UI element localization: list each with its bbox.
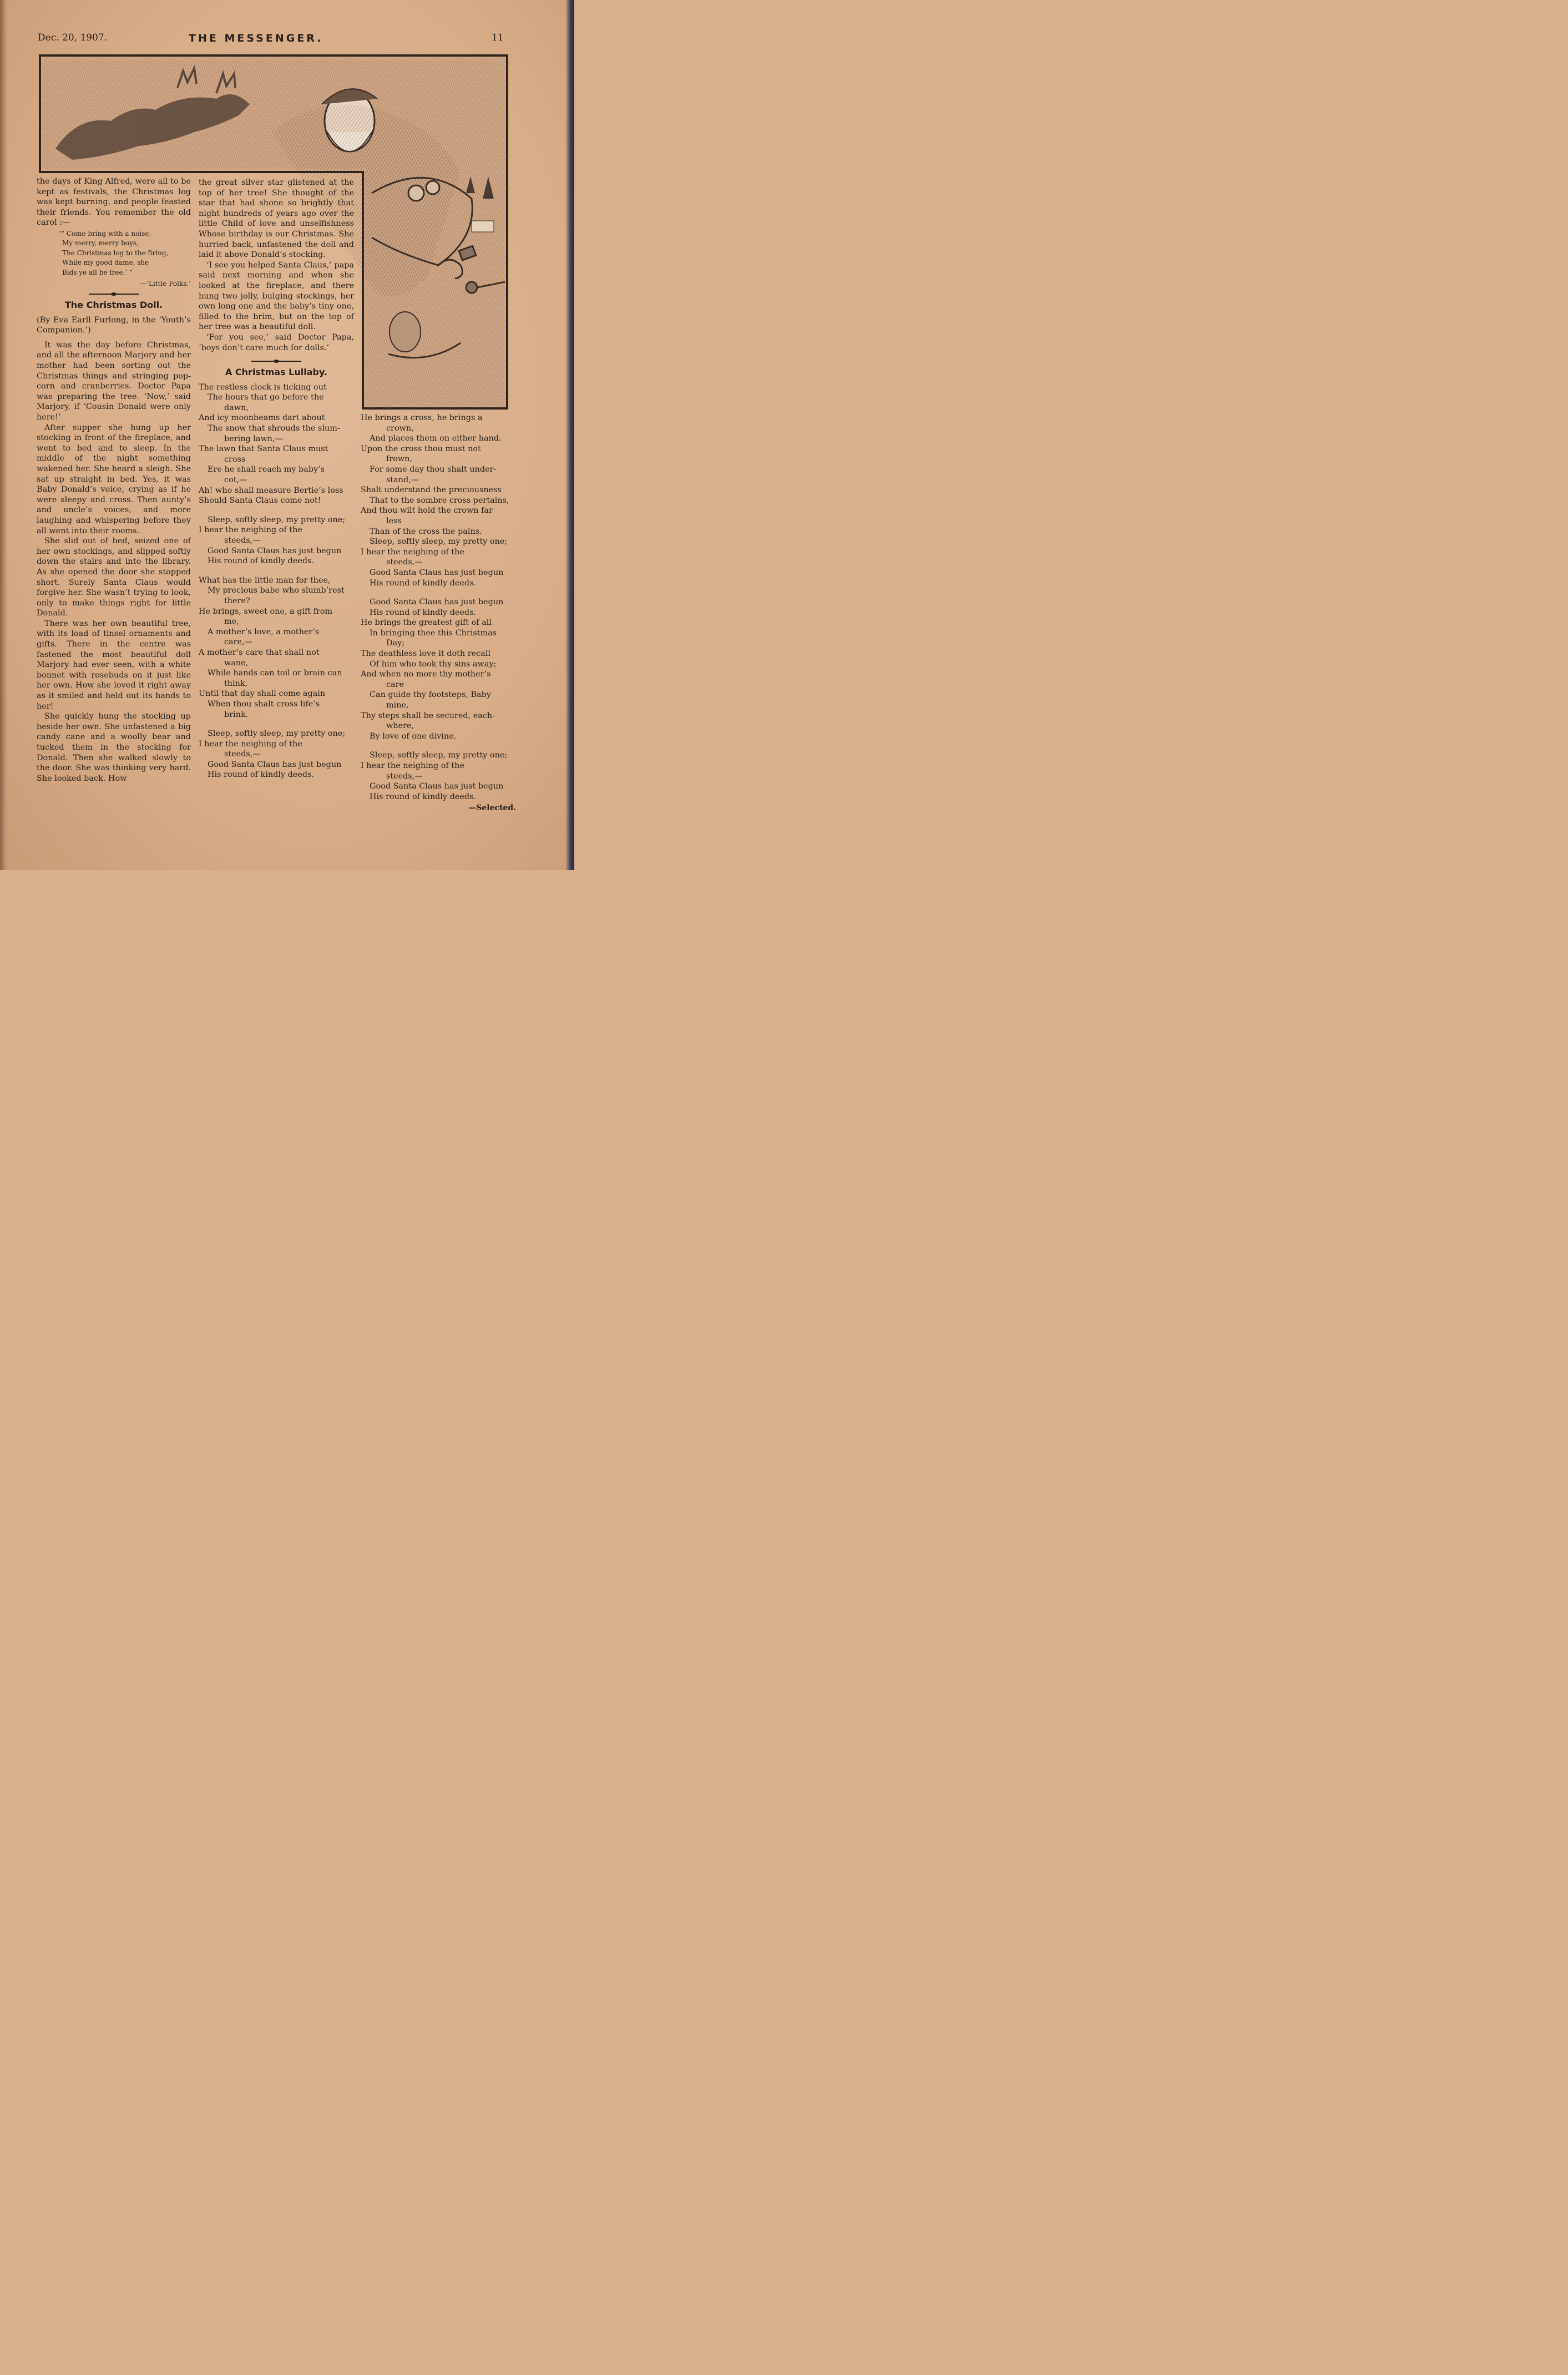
poem-line: less — [386, 516, 402, 525]
poem-line: Than of the cross the pains. — [370, 527, 482, 536]
section-divider — [251, 361, 301, 362]
column-1 — [37, 176, 191, 784]
poem-line: Good Santa Claus has just begun — [370, 598, 504, 607]
stanza-break — [199, 720, 354, 729]
poem-line: there? — [224, 596, 250, 605]
poem-line: care — [386, 680, 404, 689]
poem-line: Sleep, softly sleep, my pretty one; — [208, 515, 346, 524]
poem-line: He brings the greatest gift of all — [361, 618, 492, 628]
poem-line: Good Santa Claus has just begun — [370, 782, 504, 791]
poem-line: What has the little man for thee, — [199, 575, 331, 585]
poem-line: cot,— — [224, 476, 247, 485]
poem-line: By love of one divine. — [370, 731, 457, 741]
poem-line: And icy moonbeams dart about — [199, 413, 325, 423]
poem-line: steeds,— — [386, 558, 423, 567]
poem-line: steeds,— — [224, 536, 261, 545]
poem-line: dawn, — [224, 403, 249, 412]
poem-line: Good Santa Claus has just begun — [370, 568, 504, 577]
opening-paragraph: the days of King Alfred, were all to be kept as festivals, the Christmas log was kept burning, and people feasted their friends. You remember the old carol :— — [37, 177, 191, 228]
story-paragraph: ‘For you see,’ said Doctor Papa, ‘boys don’t care much for dolls.’ — [199, 332, 354, 352]
poem-line: His round of kindly deeds. — [370, 792, 477, 801]
poem-line: His round of kindly deeds. — [208, 770, 315, 780]
poem-line: My precious babe who slumb’rest — [208, 586, 345, 595]
poem-line: His round of kindly deeds. — [208, 557, 315, 566]
poem-line: I hear the neighing of the — [199, 525, 302, 535]
poem-line: Can guide thy footsteps, Baby — [370, 690, 491, 700]
poem-line: bering lawn,— — [224, 434, 283, 443]
stanza-break — [199, 506, 354, 515]
poem-line: Ere he shall reach my baby’s — [208, 465, 325, 474]
poem-line: His round of kindly deeds. — [370, 578, 477, 588]
poem-line: The lawn that Santa Claus must — [199, 444, 328, 454]
carol-source: —‘Little Folks.’ — [140, 280, 191, 288]
stanza-break — [199, 567, 354, 575]
poem-line: A mother’s care that shall not — [199, 648, 320, 657]
poem-line: And places them on either hand. — [370, 434, 502, 443]
poem-line: think, — [224, 679, 248, 688]
stanza-break — [361, 741, 516, 750]
story-paragraph: She quickly hung the stocking up beside her own. She unfastened a big candy cane and a woolly bear and tucked them in the stocking for Donald. Then she walked slowly to the door. She was thinking very hard. She looked back. How — [37, 712, 191, 783]
story-paragraph: ‘I see you helped Santa Claus,’ papa said next morning and when she looked at the fireplace, and there hung two jolly, bulging stockings, her own long one and the baby’s tiny one, filled to the brim, but on the top of her tree was a beautiful doll. — [199, 260, 354, 332]
poem-line: A mother’s love, a mother’s — [208, 627, 320, 636]
poem-line: brink. — [224, 710, 249, 719]
poem-line: Upon the cross thou must not — [361, 444, 481, 453]
story-title: The Christmas Doll. — [64, 300, 163, 311]
lullaby-poem-part-1 — [199, 382, 354, 780]
poem-line: His round of kindly deeds. — [370, 608, 477, 617]
poem-line: Good Santa Claus has just begun — [208, 760, 342, 769]
poem-line: The snow that shrouds the slum- — [208, 424, 340, 433]
poem-line: He brings, sweet one, a gift from — [199, 607, 333, 616]
header-date: Dec. 20, 1907. — [38, 32, 108, 43]
poem-line: In bringing thee this Christmas — [370, 628, 497, 638]
poem-line: stand,— — [386, 475, 419, 484]
poem-line: I hear the neighing of the — [361, 761, 464, 770]
poem-line: cross — [224, 454, 246, 464]
carol-line: My merry, merry boys, — [62, 239, 139, 247]
carol-line: The Christmas log to the firing, — [62, 249, 169, 257]
poem-line: crown, — [386, 423, 414, 433]
poem-line: The restless clock is ticking out — [199, 382, 327, 392]
poem-line: wane, — [224, 658, 249, 668]
poem-line: care,— — [224, 638, 252, 647]
poem-line: I hear the neighing of the — [199, 739, 302, 749]
poem-line: frown, — [386, 454, 413, 464]
poem-line: Good Santa Claus has just begun — [208, 546, 342, 555]
page-number: 11 — [492, 32, 504, 43]
story-paragraph: There was her own beautiful tree, with its load of tinsel ornaments and gifts. There in the centre was fastened the most beautiful doll Marjory had ever seen, with a white bonnet with rosebuds on it just like her own. How she loved it right away as it smiled and held out its hands to her! — [37, 619, 191, 711]
poem-line: And thou wilt hold the crown far — [361, 506, 493, 516]
poem-line: Ah! who shall measure Bertie’s loss — [199, 486, 343, 495]
poem-line: For some day thou shalt under- — [370, 464, 497, 474]
lullaby-poem-part-2 — [361, 413, 516, 802]
poem-line: That to the sombre cross pertains, — [370, 496, 509, 505]
poem-line: me, — [224, 617, 239, 626]
masthead-title: THE MESSENGER. — [189, 32, 323, 44]
story-paragraph: It was the day before Christmas, and all the afternoon Marjory and her mother had been sorting out the Christmas things and stringing pop-corn and cranberries. Doctor Papa was preparing the tree. ‘Now,’ said Marjory, if ‘Cousin Donald were only here!’ — [37, 340, 191, 422]
story-paragraph: She slid out of bed, seized one of her own stockings, and slipped softly down the stairs and into the library. As she opened the door she stopped short. Surely Santa Claus would forgive her. She wasn’t trying to look, only to make things right for little Donald. — [37, 537, 191, 618]
page-spine — [0, 0, 8, 870]
poem-line: The hours that go before the — [208, 393, 324, 402]
poem-line: Of him who took thy sins away; — [370, 659, 497, 669]
poem-line: where, — [386, 721, 414, 731]
poem-line: steeds,— — [224, 750, 261, 759]
carol-verse — [37, 229, 191, 278]
poem-line: Day; — [386, 639, 405, 648]
poem-line: mine, — [386, 701, 409, 710]
poem-line: He brings a cross, he brings a — [361, 413, 483, 422]
poem-line: Sleep, softly sleep, my pretty one; — [208, 729, 346, 739]
poem-line: The deathless love it doth recall — [361, 649, 490, 659]
carol-line: While my good dame, she — [62, 259, 149, 267]
page-edge — [565, 0, 574, 870]
section-divider — [89, 294, 139, 295]
byline: (By Eva Earll Furlong, in the ‘Youth’s Companion.’) — [37, 315, 191, 335]
poem-line: Sleep, softly sleep, my pretty one; — [370, 751, 508, 760]
poem-line: And when no more thy mother’s — [361, 670, 491, 679]
poem-line: Sleep, softly sleep, my pretty one; — [370, 537, 508, 547]
stanza-break — [361, 588, 516, 597]
poem-line: While hands can toil or brain can — [208, 669, 342, 678]
poem-line: When thou shalt cross life’s — [208, 699, 320, 709]
carol-line: Bids ye all be free.’ ” — [62, 268, 133, 276]
poem-line: steeds,— — [386, 771, 423, 781]
poem-line: I hear the neighing of the — [361, 547, 464, 557]
column-2 — [199, 178, 354, 780]
story-paragraph: the great silver star glistened at the top of her tree! She thought of the star that had shone so brightly that night hundreds of years ago over the little Child of love and unselfishness Whose birthday is our Christmas. She hurried back, unfastened the doll and laid it above Donald’s stocking. — [199, 178, 354, 260]
story-paragraph: After supper she hung up her stocking in front of the fireplace, and went to bed and to sleep. In the middle of the night something wakened her. She heard a sleigh. She sat up straight in bed. Yes, it was Baby Donald’s voice, crying as if he were sleepy and cross. Then aunty’s and uncle’s voices, and more laughing and whispering before they all went into their rooms. — [37, 423, 191, 535]
poem-source: —Selected. — [468, 804, 516, 813]
column-3 — [361, 413, 516, 813]
poem-line: Until that day shall come again — [199, 689, 326, 699]
poem-line: Should Santa Claus come not! — [199, 496, 321, 506]
poem-line: Thy steps shall be secured, each- — [361, 711, 495, 720]
carol-line: ‘“ Come bring with a noise, — [59, 229, 151, 238]
poem-line: Shalt understand the preciousness — [361, 486, 502, 495]
poem-title: A Christmas Lullaby. — [225, 367, 328, 378]
